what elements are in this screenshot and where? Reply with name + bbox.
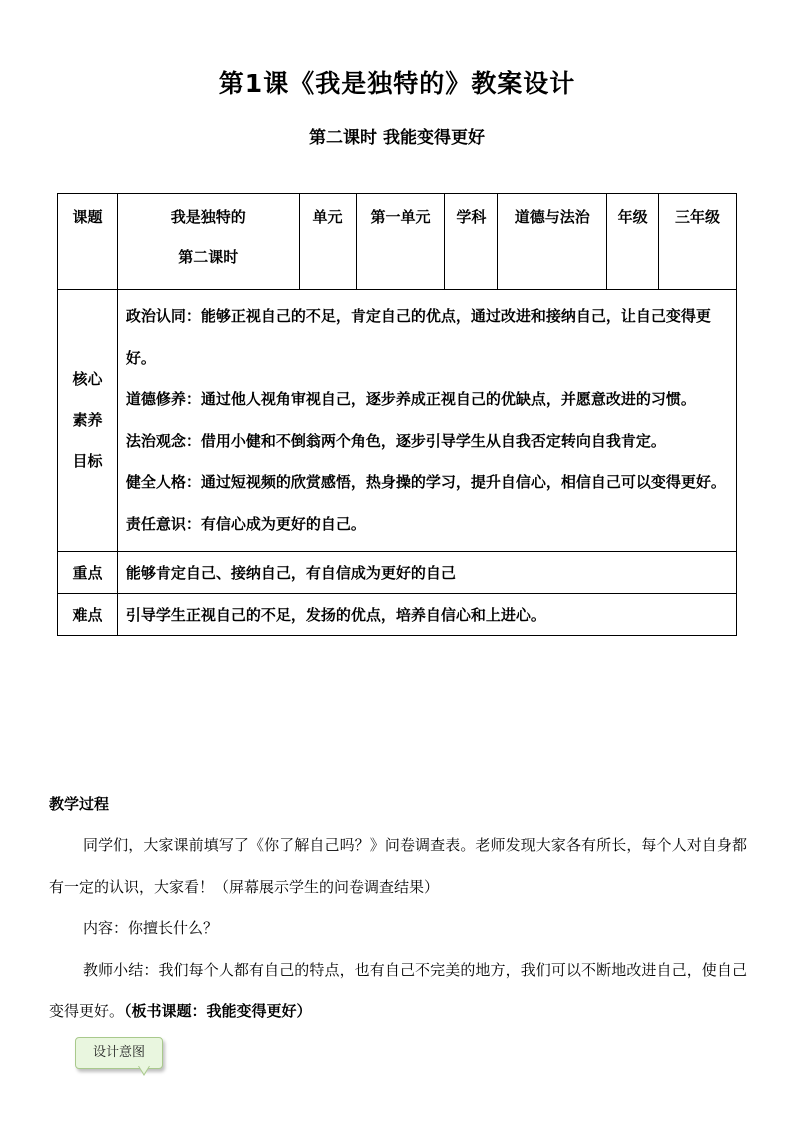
process-paragraph-intro: 同学们，大家课前填写了《你了解自己吗？》问卷调查表。老师发现大家各有所长，每个人对自身都有一定的认识，大家看！（屏幕展示学生的问卷调查结果） <box>49 836 747 896</box>
table-row-header <box>58 194 737 290</box>
subject-label-cell: 学科 <box>445 194 498 290</box>
unit-label-cell: 单元 <box>299 194 356 290</box>
course-title-cell <box>117 194 299 290</box>
core-goal-law: 法治观念：借用小健和不倒翁两个角色，逐步引导学生从自我否定转向自我肯定。 <box>125 431 666 450</box>
process-paragraph-content: 内容：你擅长什么？ <box>83 919 219 937</box>
core-goal-responsibility: 责任意识：有信心成为更好的自己。 <box>125 514 366 533</box>
document-subtitle: 第二课时 我能变得更好 <box>309 128 485 148</box>
core-goal-political: 政治认同：能够正视自己的不足，肯定自己的优点，通过改进和接纳自己，让自己变得更好。 <box>125 307 711 367</box>
teaching-process-heading: 教学过程 <box>49 795 110 813</box>
core-label-line1: 核心 <box>72 370 103 388</box>
difficulty-text: 引导学生正视自己的不足，发扬的优点，培养自信心和上进心。 <box>117 594 736 636</box>
key-point-text: 能够肯定自己、接纳自己，有自信成为更好的自己 <box>117 552 736 594</box>
board-title-note: （板书课题：我能变得更好） <box>124 1002 312 1020</box>
table-row-key-point <box>58 552 737 594</box>
callout-tail-inner <box>139 1066 149 1074</box>
core-label-line3: 目标 <box>72 452 103 470</box>
subject-value-cell: 道德与法治 <box>498 194 607 290</box>
grade-value-cell: 三年级 <box>659 194 737 290</box>
summary-text: 教师小结：我们每个人都有自己的特点，也有自己不完美的地方，我们可以不断地改进自己，使自己变得更好。 <box>49 960 747 1020</box>
teaching-process-body <box>49 825 747 1033</box>
topic-label-cell: 课题 <box>58 194 118 290</box>
course-title-line1: 我是独特的 <box>170 208 246 226</box>
table-row-core-goals <box>58 290 737 552</box>
key-point-label: 重点 <box>58 552 118 594</box>
design-intent-callout <box>75 1037 163 1069</box>
course-title-line2: 第二课时 <box>178 248 239 266</box>
unit-value-cell: 第一单元 <box>356 194 445 290</box>
core-goals-label-cell <box>58 290 118 552</box>
core-goal-moral: 道德修养：通过他人视角审视自己，逐步养成正视自己的优缺点，并愿意改进的习惯。 <box>125 390 696 408</box>
core-goals-list <box>117 290 736 552</box>
table-row-difficulty <box>58 594 737 636</box>
core-label-line2: 素养 <box>72 411 103 429</box>
process-paragraph-summary <box>49 950 747 1033</box>
difficulty-label: 难点 <box>58 594 118 636</box>
lesson-info-table <box>57 193 737 636</box>
core-goal-personality: 健全人格：通过短视频的欣赏感悟，热身操的学习，提升自信心，相信自己可以变得更好。 <box>125 473 726 491</box>
grade-label-cell: 年级 <box>607 194 659 290</box>
design-intent-label: 设计意图 <box>92 1045 145 1060</box>
document-title: 第1课《我是独特的》教案设计 <box>218 69 576 98</box>
